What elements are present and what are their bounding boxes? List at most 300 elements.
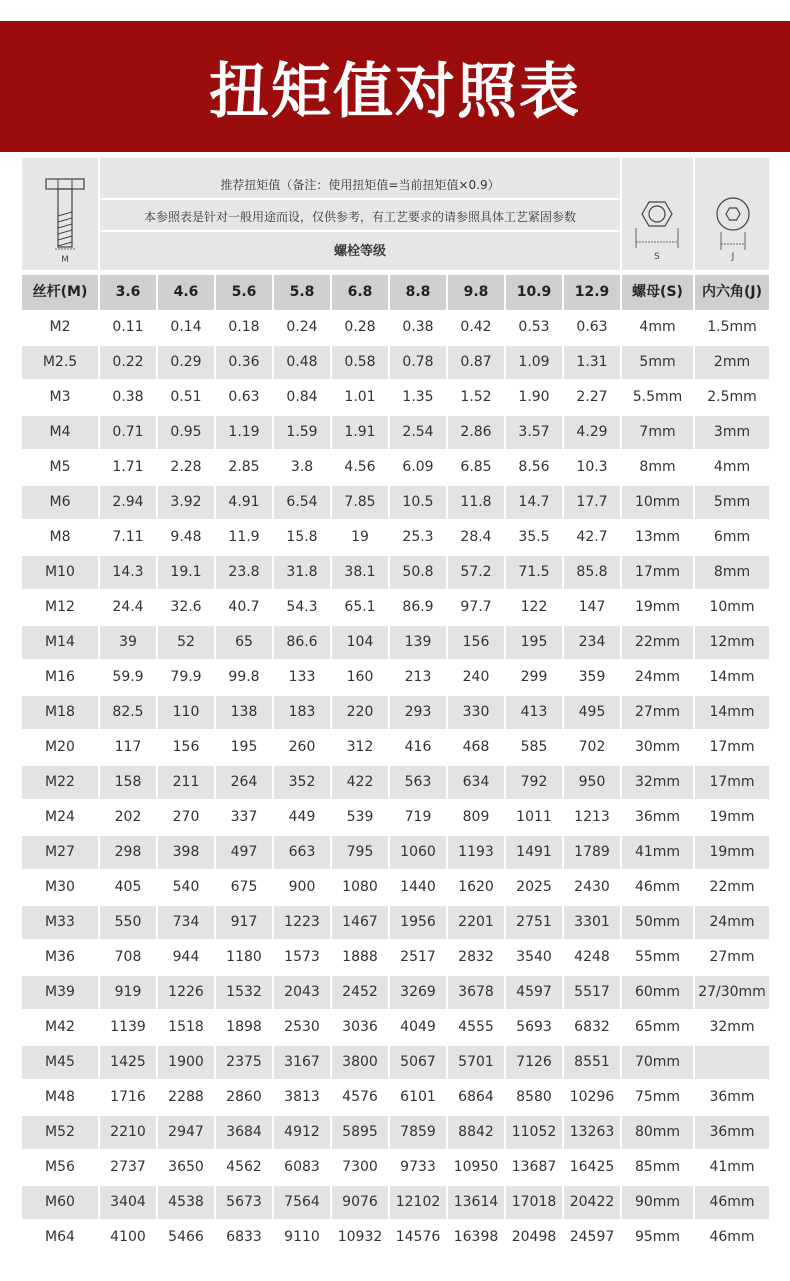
torque-value-cell: 6.09 [402, 459, 434, 475]
torque-value-cell: 12102 [395, 1194, 441, 1210]
table-row [22, 976, 769, 1009]
torque-value-cell: 9.48 [170, 529, 202, 545]
torque-value-cell: 416 [404, 739, 432, 755]
thread-size-cell: M33 [45, 914, 75, 930]
table-row [22, 906, 769, 939]
torque-value-cell: 1080 [342, 879, 378, 895]
torque-value-cell: 7126 [516, 1054, 552, 1070]
torque-value-cell: 734 [172, 914, 200, 930]
column-header: 10.9 [516, 284, 552, 300]
torque-value-cell: 3678 [458, 984, 494, 1000]
hex-nut-icon [622, 158, 693, 270]
size-cell: 30mm [634, 739, 681, 755]
torque-value-cell: 0.58 [344, 354, 376, 370]
size-cell: 8mm [639, 459, 676, 475]
torque-value-cell: 8842 [458, 1124, 494, 1140]
torque-value-cell: 2751 [516, 914, 552, 930]
note-reference: 本参照表是针对一般用途而设，仅供参考，有工艺要求的请参照具体工艺紧固参数 [143, 210, 576, 224]
torque-value-cell: 2832 [458, 949, 494, 965]
torque-value-cell: 1223 [284, 914, 320, 930]
torque-value-cell: 195 [520, 634, 548, 650]
notes-cell [100, 158, 620, 270]
column-divider [693, 275, 695, 1253]
table-row [22, 1116, 769, 1149]
torque-value-cell: 71.5 [518, 564, 550, 580]
torque-value-cell: 8551 [574, 1054, 610, 1070]
torque-value-cell: 40.7 [228, 599, 260, 615]
torque-value-cell: 0.95 [170, 424, 202, 440]
size-cell: 2mm [713, 354, 751, 370]
torque-value-cell: 2.86 [460, 424, 492, 440]
torque-value-cell: 16398 [453, 1229, 499, 1245]
torque-value-cell: 900 [288, 879, 316, 895]
size-cell: 7mm [639, 424, 676, 440]
torque-value-cell: 1.19 [228, 424, 260, 440]
column-header: 5.6 [231, 284, 257, 300]
torque-value-cell: 563 [404, 774, 432, 790]
torque-value-cell: 3813 [284, 1089, 320, 1105]
torque-value-cell: 260 [288, 739, 316, 755]
torque-value-cell: 147 [578, 599, 606, 615]
hexkey-label: J [731, 252, 735, 262]
size-cell: 80mm [634, 1124, 681, 1140]
torque-value-cell: 50.8 [402, 564, 434, 580]
torque-value-cell: 2947 [168, 1124, 204, 1140]
torque-value-cell: 240 [462, 669, 490, 685]
torque-value-cell: 3404 [110, 1194, 146, 1210]
torque-value-cell: 24.4 [112, 599, 144, 615]
torque-value-cell: 4576 [342, 1089, 378, 1105]
torque-value-cell: 104 [346, 634, 374, 650]
size-cell: 19mm [634, 599, 681, 615]
torque-value-cell: 6101 [400, 1089, 436, 1105]
torque-value-cell: 13687 [511, 1159, 557, 1175]
torque-value-cell: 1213 [574, 809, 610, 825]
torque-value-cell: 352 [288, 774, 316, 790]
torque-value-cell: 1491 [516, 844, 552, 860]
thread-size-cell: M16 [45, 669, 75, 685]
torque-value-cell: 1226 [168, 984, 204, 1000]
column-header: 12.9 [574, 284, 610, 300]
torque-value-cell: 330 [462, 704, 490, 720]
size-cell: 41mm [709, 1159, 755, 1175]
table-row [22, 521, 769, 554]
torque-value-cell: 86.6 [286, 634, 318, 650]
table-row [22, 801, 769, 834]
torque-value-cell: 11.8 [460, 494, 492, 510]
torque-value-cell: 2.27 [576, 389, 608, 405]
torque-value-cell: 14.7 [518, 494, 550, 510]
size-cell: 24mm [709, 914, 755, 930]
torque-value-cell: 5067 [400, 1054, 436, 1070]
torque-value-cell: 156 [462, 634, 490, 650]
torque-value-cell: 195 [230, 739, 258, 755]
thread-size-cell: M27 [45, 844, 75, 860]
size-cell: 4mm [639, 319, 676, 335]
torque-value-cell: 4538 [168, 1194, 204, 1210]
thread-size-cell: M12 [45, 599, 75, 615]
column-header: 6.8 [347, 284, 373, 300]
torque-value-cell: 52 [177, 634, 195, 650]
torque-value-cell: 708 [114, 949, 142, 965]
table-row [22, 311, 769, 344]
size-cell: 17mm [709, 739, 755, 755]
size-cell: 1.5mm [707, 319, 757, 335]
size-cell: 55mm [634, 949, 681, 965]
torque-value-cell: 2.94 [112, 494, 144, 510]
table-row [22, 591, 769, 624]
size-cell: 13mm [634, 529, 681, 545]
torque-value-cell: 634 [462, 774, 490, 790]
torque-value-cell: 10.3 [576, 459, 608, 475]
size-cell: 27mm [709, 949, 755, 965]
table-row [22, 871, 769, 904]
thread-size-cell: M56 [45, 1159, 75, 1175]
column-divider [620, 275, 622, 1253]
torque-value-cell: 1193 [458, 844, 494, 860]
torque-value-cell: 702 [578, 739, 606, 755]
torque-value-cell: 337 [230, 809, 258, 825]
torque-value-cell: 117 [114, 739, 142, 755]
torque-value-cell: 122 [520, 599, 548, 615]
table-row [22, 486, 769, 519]
torque-value-cell: 422 [346, 774, 374, 790]
torque-value-cell: 1.59 [286, 424, 318, 440]
column-header: 丝杆(M) [32, 284, 88, 300]
thread-size-cell: M14 [45, 634, 75, 650]
torque-value-cell: 4912 [284, 1124, 320, 1140]
torque-value-cell: 1.90 [518, 389, 550, 405]
torque-value-cell: 3650 [168, 1159, 204, 1175]
size-cell: 5mm [713, 494, 751, 510]
thread-size-cell: M5 [49, 459, 71, 475]
torque-value-cell: 17.7 [576, 494, 608, 510]
size-cell: 4mm [713, 459, 751, 475]
thread-size-cell: M42 [45, 1019, 75, 1035]
size-cell: 27mm [634, 704, 681, 720]
thread-size-cell: M48 [45, 1089, 75, 1105]
torque-value-cell: 2025 [516, 879, 552, 895]
column-divider [272, 275, 274, 1253]
thread-size-cell: M60 [45, 1194, 75, 1210]
thread-size-cell: M39 [45, 984, 75, 1000]
torque-value-cell: 6083 [284, 1159, 320, 1175]
thread-size-cell: M6 [49, 494, 71, 510]
size-cell: 46mm [709, 1194, 755, 1210]
torque-value-cell: 2517 [400, 949, 436, 965]
torque-value-cell: 3301 [574, 914, 610, 930]
torque-value-cell: 585 [520, 739, 548, 755]
torque-table-body [22, 311, 769, 1256]
column-header: 9.8 [463, 284, 489, 300]
size-cell: 36mm [709, 1124, 755, 1140]
table-row [22, 1081, 769, 1114]
torque-value-cell: 0.24 [286, 319, 318, 335]
size-cell [695, 1046, 769, 1079]
column-divider [446, 275, 448, 1253]
torque-value-cell: 234 [578, 634, 606, 650]
table-row [22, 1046, 769, 1079]
torque-value-cell: 5693 [516, 1019, 552, 1035]
table-row [22, 661, 769, 694]
torque-value-cell: 0.11 [112, 319, 144, 335]
thread-size-cell: M10 [45, 564, 75, 580]
torque-value-cell: 1180 [226, 949, 262, 965]
table-row [22, 766, 769, 799]
thread-size-cell: M2.5 [42, 354, 78, 370]
column-header: 8.8 [405, 284, 431, 300]
torque-value-cell: 944 [172, 949, 200, 965]
torque-value-cell: 6864 [458, 1089, 494, 1105]
table-row [22, 626, 769, 659]
torque-value-cell: 39 [119, 634, 137, 650]
torque-value-cell: 1900 [168, 1054, 204, 1070]
torque-value-cell: 0.63 [576, 319, 608, 335]
torque-value-cell: 1532 [226, 984, 262, 1000]
column-header-row [22, 275, 769, 310]
size-cell: 19mm [709, 844, 755, 860]
torque-value-cell: 1.09 [518, 354, 550, 370]
torque-value-cell: 7300 [342, 1159, 378, 1175]
torque-value-cell: 2452 [342, 984, 378, 1000]
torque-value-cell: 2210 [110, 1124, 146, 1140]
torque-value-cell: 5466 [168, 1229, 204, 1245]
torque-value-cell: 264 [230, 774, 258, 790]
torque-value-cell: 2043 [284, 984, 320, 1000]
torque-value-cell: 4100 [110, 1229, 146, 1245]
torque-value-cell: 7859 [400, 1124, 436, 1140]
torque-value-cell: 0.38 [402, 319, 434, 335]
torque-value-cell: 0.48 [286, 354, 318, 370]
torque-value-cell: 2201 [458, 914, 494, 930]
table-header-area [22, 158, 769, 270]
torque-value-cell: 1789 [574, 844, 610, 860]
column-divider [562, 275, 564, 1253]
torque-value-cell: 14.3 [112, 564, 144, 580]
torque-value-cell: 2375 [226, 1054, 262, 1070]
torque-value-cell: 8.56 [518, 459, 550, 475]
column-header: 螺母(S) [632, 284, 683, 300]
torque-value-cell: 312 [346, 739, 374, 755]
size-cell: 3mm [713, 424, 751, 440]
thread-size-cell: M24 [45, 809, 75, 825]
note-divider [100, 198, 620, 200]
thread-size-cell: M45 [45, 1054, 75, 1070]
torque-value-cell: 6833 [226, 1229, 262, 1245]
torque-value-cell: 13614 [453, 1194, 499, 1210]
size-cell: 19mm [709, 809, 755, 825]
torque-value-cell: 2.85 [228, 459, 260, 475]
size-cell: 10mm [709, 599, 755, 615]
torque-value-cell: 3.92 [170, 494, 202, 510]
torque-value-cell: 10296 [569, 1089, 615, 1105]
torque-value-cell: 1.52 [460, 389, 492, 405]
size-cell: 12mm [709, 634, 755, 650]
torque-value-cell: 4.56 [344, 459, 376, 475]
size-cell: 85mm [634, 1159, 681, 1175]
torque-value-cell: 5673 [226, 1194, 262, 1210]
torque-value-cell: 28.4 [460, 529, 492, 545]
torque-value-cell: 8580 [516, 1089, 552, 1105]
torque-value-cell: 270 [172, 809, 200, 825]
thread-size-cell: M18 [45, 704, 75, 720]
torque-value-cell: 2530 [284, 1019, 320, 1035]
table-row [22, 836, 769, 869]
torque-value-cell: 6832 [574, 1019, 610, 1035]
torque-value-cell: 0.14 [170, 319, 202, 335]
size-cell: 90mm [634, 1194, 681, 1210]
torque-value-cell: 1011 [516, 809, 552, 825]
bolt-grade-label: 螺栓等级 [333, 244, 386, 259]
torque-value-cell: 0.78 [402, 354, 434, 370]
torque-value-cell: 0.87 [460, 354, 492, 370]
torque-value-cell: 1888 [342, 949, 378, 965]
table-row [22, 1151, 769, 1184]
torque-value-cell: 57.2 [460, 564, 492, 580]
torque-value-cell: 85.8 [576, 564, 608, 580]
torque-value-cell: 1898 [226, 1019, 262, 1035]
torque-value-cell: 38.1 [344, 564, 376, 580]
size-cell: 14mm [709, 669, 755, 685]
torque-value-cell: 10.5 [402, 494, 434, 510]
size-cell: 36mm [634, 809, 681, 825]
torque-value-cell: 359 [578, 669, 606, 685]
torque-value-cell: 5701 [458, 1054, 494, 1070]
torque-value-cell: 919 [114, 984, 142, 1000]
torque-value-cell: 950 [578, 774, 606, 790]
torque-value-cell: 3269 [400, 984, 436, 1000]
nut-diagram-cell [622, 158, 693, 270]
torque-value-cell: 23.8 [228, 564, 260, 580]
torque-value-cell: 1.35 [402, 389, 434, 405]
torque-value-cell: 2860 [226, 1089, 262, 1105]
torque-value-cell: 1060 [400, 844, 436, 860]
torque-value-cell: 7.11 [112, 529, 144, 545]
torque-value-cell: 19 [351, 529, 369, 545]
nut-label: S [654, 252, 660, 262]
torque-value-cell: 213 [404, 669, 432, 685]
table-row [22, 1011, 769, 1044]
torque-value-cell: 110 [172, 704, 200, 720]
torque-value-cell: 2.28 [170, 459, 202, 475]
size-cell: 70mm [634, 1054, 681, 1070]
size-cell: 36mm [709, 1089, 755, 1105]
torque-value-cell: 11052 [511, 1124, 557, 1140]
torque-value-cell: 298 [114, 844, 142, 860]
torque-value-cell: 15.8 [286, 529, 318, 545]
table-row [22, 1186, 769, 1219]
torque-value-cell: 59.9 [112, 669, 144, 685]
table-row [22, 451, 769, 484]
size-cell: 50mm [634, 914, 681, 930]
torque-value-cell: 10950 [453, 1159, 499, 1175]
thread-size-cell: M2 [49, 319, 71, 335]
torque-value-cell: 4.29 [576, 424, 608, 440]
torque-value-cell: 719 [404, 809, 432, 825]
torque-value-cell: 79.9 [170, 669, 202, 685]
size-cell: 46mm [634, 879, 681, 895]
size-cell: 75mm [634, 1089, 681, 1105]
size-cell: 46mm [709, 1229, 755, 1245]
torque-value-cell: 3036 [342, 1019, 378, 1035]
torque-value-cell: 6.85 [460, 459, 492, 475]
size-cell: 14mm [709, 704, 755, 720]
size-cell: 17mm [634, 564, 681, 580]
torque-value-cell: 183 [288, 704, 316, 720]
torque-value-cell: 5517 [574, 984, 610, 1000]
torque-value-cell: 299 [520, 669, 548, 685]
torque-value-cell: 19.1 [170, 564, 202, 580]
torque-value-cell: 97.7 [460, 599, 492, 615]
torque-value-cell: 158 [114, 774, 142, 790]
torque-value-cell: 1.01 [344, 389, 376, 405]
thread-size-cell: M52 [45, 1124, 75, 1140]
torque-value-cell: 17018 [511, 1194, 557, 1210]
table-row [22, 731, 769, 764]
table-row [22, 416, 769, 449]
torque-value-cell: 9110 [284, 1229, 320, 1245]
torque-value-cell: 25.3 [402, 529, 434, 545]
torque-value-cell: 9733 [400, 1159, 436, 1175]
page-title: 扭矩值对照表 [209, 56, 581, 127]
column-header: 内六角(J) [701, 284, 762, 300]
torque-value-cell: 2430 [574, 879, 610, 895]
hexkey-diagram-cell [695, 158, 769, 270]
torque-value-cell: 1956 [400, 914, 436, 930]
size-cell: 5.5mm [632, 389, 683, 405]
table-row [22, 941, 769, 974]
torque-value-cell: 4597 [516, 984, 552, 1000]
column-divider [214, 275, 216, 1253]
torque-value-cell: 4049 [400, 1019, 436, 1035]
table-row [22, 556, 769, 589]
torque-value-cell: 11.9 [228, 529, 260, 545]
note-divider [100, 230, 620, 232]
bolt-diagram-cell [22, 158, 98, 270]
torque-value-cell: 795 [346, 844, 374, 860]
torque-value-cell: 1139 [110, 1019, 146, 1035]
torque-value-cell: 14576 [395, 1229, 441, 1245]
note-recommended: 推荐扭矩值（备注：使用扭矩值=当前扭矩值×0.9） [220, 178, 500, 192]
size-cell: 24mm [634, 669, 681, 685]
size-cell: 65mm [634, 1019, 681, 1035]
torque-value-cell: 99.8 [228, 669, 260, 685]
torque-value-cell: 0.29 [170, 354, 202, 370]
torque-value-cell: 3167 [284, 1054, 320, 1070]
size-cell: 6mm [713, 529, 751, 545]
torque-value-cell: 792 [520, 774, 548, 790]
torque-value-cell: 0.28 [344, 319, 376, 335]
thread-size-cell: M4 [49, 424, 71, 440]
torque-value-cell: 663 [288, 844, 316, 860]
torque-value-cell: 2737 [110, 1159, 146, 1175]
torque-value-cell: 3800 [342, 1054, 378, 1070]
column-header: 5.8 [289, 284, 315, 300]
torque-value-cell: 16425 [569, 1159, 615, 1175]
torque-value-cell: 42.7 [576, 529, 608, 545]
table-row [22, 1221, 769, 1254]
torque-value-cell: 398 [172, 844, 200, 860]
torque-value-cell: 1716 [110, 1089, 146, 1105]
torque-value-cell: 10932 [337, 1229, 383, 1245]
torque-value-cell: 0.42 [460, 319, 492, 335]
torque-value-cell: 54.3 [286, 599, 318, 615]
size-cell: 2.5mm [707, 389, 757, 405]
torque-value-cell: 3684 [226, 1124, 262, 1140]
torque-value-cell: 3.57 [518, 424, 550, 440]
torque-value-cell: 32.6 [170, 599, 202, 615]
torque-value-cell: 3.8 [290, 459, 314, 475]
